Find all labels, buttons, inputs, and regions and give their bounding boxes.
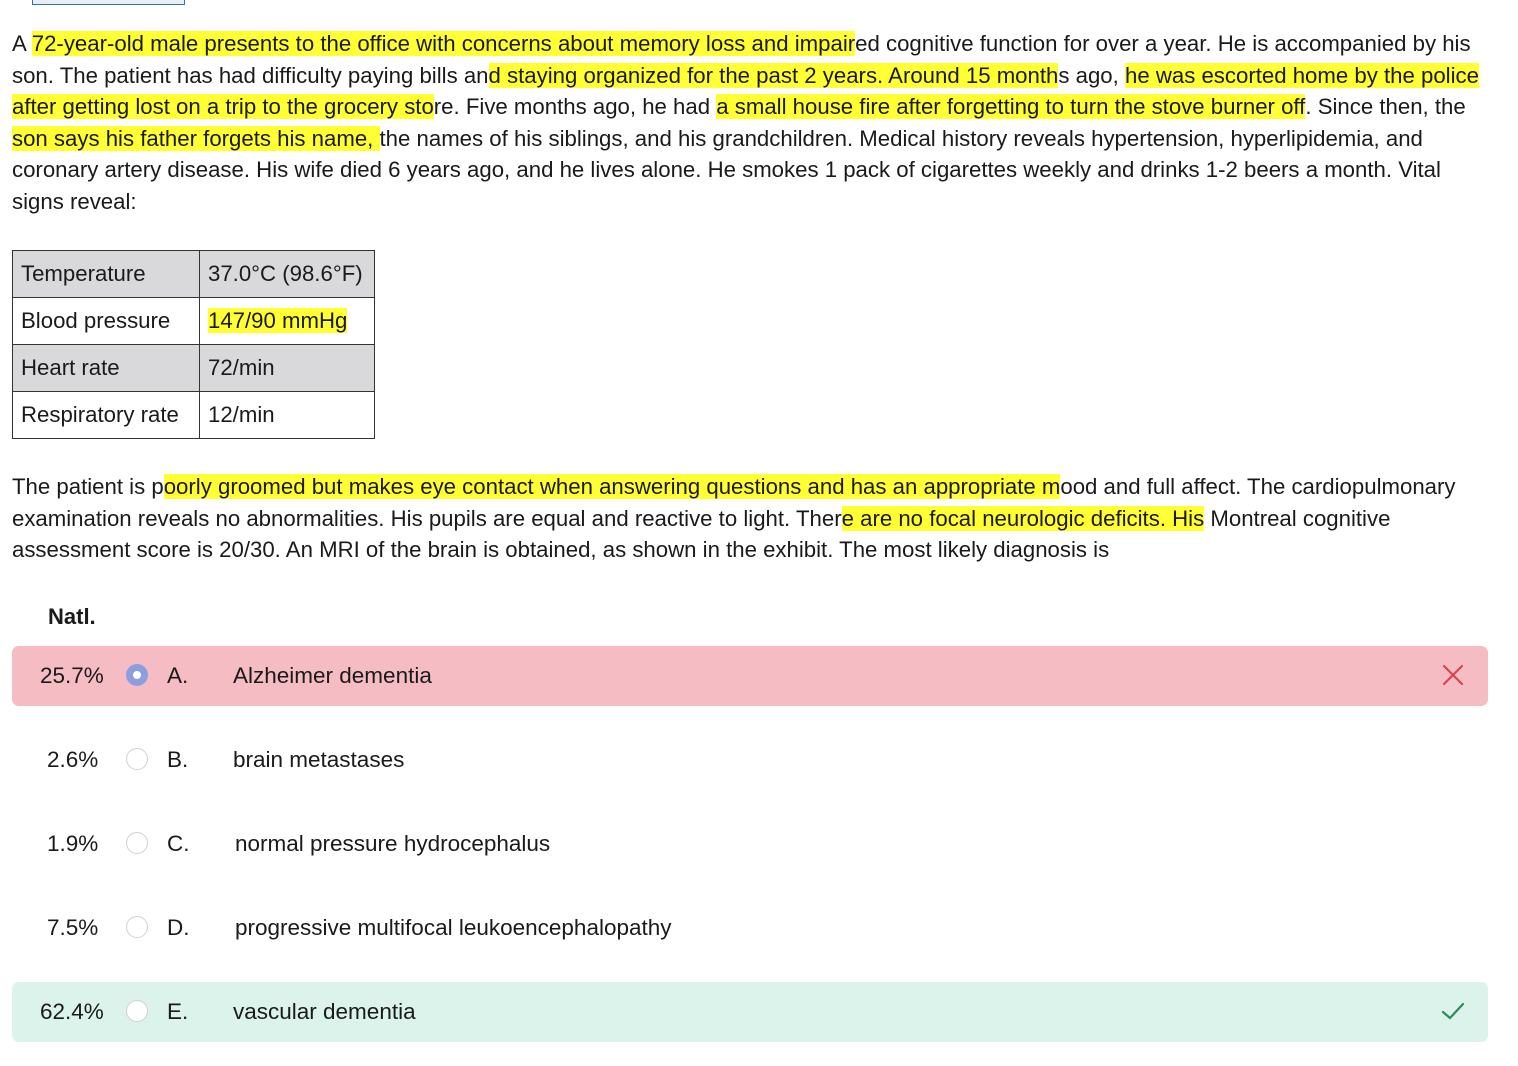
question-stem-paragraph-2	[12, 471, 1492, 566]
stem-segment: The patient is p	[12, 474, 164, 499]
option-percentage: 62.4%	[40, 999, 104, 1024]
vitals-value	[200, 298, 375, 345]
vitals-value	[200, 392, 375, 439]
vitals-label: Blood pressure	[13, 298, 200, 345]
option-text: normal pressure hydrocephalus	[235, 831, 551, 856]
vitals-value	[200, 345, 375, 392]
option-letter: E.	[167, 999, 189, 1024]
vitals-label: Heart rate	[13, 345, 200, 392]
stem-segment: A	[12, 31, 32, 56]
option-text: vascular dementia	[233, 999, 416, 1024]
vital-signs-table	[12, 250, 375, 439]
stem-highlight: oorly groomed but makes eye contact when answering questions and has an appropriate m	[163, 474, 1061, 499]
option-letter: C.	[167, 831, 190, 856]
question-stem-paragraph-1	[12, 28, 1492, 217]
answer-option-a[interactable]	[12, 646, 1488, 706]
top-tab-indicator[interactable]	[32, 0, 185, 5]
answer-option-c[interactable]	[12, 814, 1488, 874]
option-letter: A.	[167, 663, 189, 688]
vitals-value-text: 12/min	[208, 402, 275, 427]
option-percentage: 2.6%	[47, 747, 99, 772]
vitals-value-text: 72/min	[208, 355, 275, 380]
option-letter: D.	[167, 915, 190, 940]
vitals-value-text: 37.0°C (98.6°F)	[208, 261, 363, 286]
vitals-value-text: 147/90 mmHg	[208, 308, 348, 333]
vitals-row-temperature	[13, 251, 375, 298]
vitals-label: Temperature	[13, 251, 200, 298]
option-percentage: 25.7%	[40, 663, 104, 688]
option-radio[interactable]	[126, 832, 148, 854]
stem-segment: ood and full affect. The cardiopulmonary examination reveals no abnormalities. His pupils are equal and reactive to light. Ther	[12, 474, 1456, 531]
option-radio[interactable]	[126, 664, 148, 686]
stem-segment: s ago,	[1058, 62, 1125, 88]
option-percentage: 1.9%	[47, 831, 99, 856]
stem-highlight: d staying organized for the past 2 years. Around 15 month	[488, 62, 1059, 88]
option-text: progressive multifocal leukoencephalopathy	[235, 915, 672, 940]
stem-highlight: e are no focal neurologic deficits. His	[841, 505, 1205, 531]
stem-segment: re. Five months ago, he had	[433, 94, 717, 119]
option-radio[interactable]	[126, 748, 148, 770]
vitals-label: Respiratory rate	[13, 392, 200, 439]
answer-option-b[interactable]	[12, 730, 1488, 790]
answer-option-d[interactable]	[12, 898, 1488, 958]
vitals-value	[200, 251, 375, 298]
answer-option-e[interactable]	[12, 982, 1488, 1042]
option-text: brain metastases	[233, 747, 405, 772]
stem-highlight: a small house fire after forgetting to turn the stove burner off	[716, 94, 1306, 119]
stem-highlight: 72-year-old male presents to the office with concerns about memory loss and impair	[31, 31, 856, 56]
option-text: Alzheimer dementia	[233, 663, 432, 688]
vitals-row-heart-rate	[13, 345, 375, 392]
option-percentage: 7.5%	[47, 915, 99, 940]
incorrect-x-icon	[1440, 662, 1466, 688]
national-stats-header: Natl.	[48, 604, 96, 629]
stem-highlight: he was escorted home by the police after getting lost on a trip to the grocery sto	[12, 62, 1479, 119]
option-radio[interactable]	[126, 916, 148, 938]
option-radio[interactable]	[126, 1000, 148, 1022]
correct-check-icon	[1440, 998, 1466, 1024]
vitals-row-blood-pressure	[13, 298, 375, 345]
option-letter: B.	[167, 747, 189, 772]
stem-segment: Montreal cognitive assessment score is 20/30. An MRI of the brain is obtained, as shown in the exhibit. The most likely diagnosis is	[12, 505, 1391, 562]
vitals-row-respiratory-rate	[13, 392, 375, 439]
stem-segment: . Since then, the	[1305, 94, 1466, 119]
stem-segment: ed cognitive function for over a year. He is accompanied by his son. The patient has had difficulty paying bills an	[12, 31, 1471, 88]
stem-segment: the names of his siblings, and his grandchildren. Medical history reveals hypertension, hyperlipidemia, and coronary artery disease. His wife died 6 years ago, and he lives alone. He smokes 1 pack of cigarettes weekly and drinks 1-2 beers a month. Vital signs reveal:	[12, 125, 1441, 214]
stem-highlight: son says his father forgets his name,	[12, 125, 380, 151]
